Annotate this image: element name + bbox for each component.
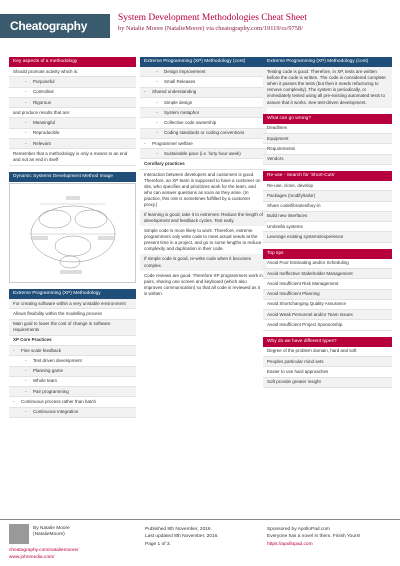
- wrong-heading: What can go wrong?: [263, 114, 392, 124]
- column-1: [9, 57, 136, 418]
- column-3: [263, 57, 392, 388]
- list-item: Avoid Insufficient Planning: [263, 290, 392, 300]
- dsdm-diagram: [9, 183, 136, 283]
- xp-core-item: - Test driven development: [9, 356, 136, 366]
- page-number: Page 1 of 3.: [145, 541, 171, 547]
- list-item: Build new interfaces: [263, 212, 392, 222]
- key-aspects-intro2: and produce results that are:: [9, 108, 136, 118]
- corollary-para: Code reviews are good. Therefore XP programmers work in pairs, sharing one screen and keyboard (which also improves communication) so that all code is reviewed as it is written.: [144, 272, 263, 296]
- list-item: Vendors: [263, 155, 392, 165]
- list-item: Peoples particular mind sets: [263, 357, 392, 367]
- updated-date: Last updated 8th November, 2016.: [145, 534, 219, 540]
- page-footer: [0, 519, 400, 566]
- list-item: Avoid Ineffective Stakeholder Management: [263, 269, 392, 279]
- list-item: - Relevant: [9, 139, 136, 149]
- xp-core-heading: XP Core Practices: [9, 336, 136, 346]
- list-item: Avoid Poor Estimating and/or Scheduling: [263, 259, 392, 269]
- xp-cont2-heading: Extreme Programming (XP) Methodology (cont): [263, 57, 392, 67]
- published-date: Published 8th November, 2016.: [145, 527, 212, 532]
- author-link[interactable]: cheatography.com/nataliemoore/: [9, 548, 79, 553]
- list-item: Leverage existing systems/experience: [263, 232, 392, 242]
- xp-cont2-text: Testing code is good. Therefore, in XP, tests are written before the code is written. The code is considered complete when it passes the tests (but then it needs refactoring to remove complexity). The system is periodically, or immediately tested using all pre-existing automated tests to assure that it works. See test-driven development.: [263, 67, 392, 107]
- xp-cont-item: - Simple design: [140, 98, 267, 108]
- list-item: Equipment: [263, 134, 392, 144]
- page-title: System Development Methodologies Cheat Sheet: [118, 13, 307, 23]
- xp-cont-item: - Design Improvement: [140, 67, 267, 77]
- xp-cont-item: - Programmer welfare: [140, 139, 267, 149]
- avatar: [9, 524, 29, 544]
- author-website-link[interactable]: www.johnmedia.com/: [9, 555, 55, 560]
- xp-cont-item: - Coding standards or coding conventions: [140, 129, 267, 139]
- column-2: [140, 57, 267, 299]
- xp-core-item: - Fine scale feedback: [9, 346, 136, 356]
- list-item: Avoid Shortchanging Quality Assurance: [263, 300, 392, 310]
- xp-core-item: - Continuous process rather than batch: [9, 397, 136, 407]
- xp-cont-item: - System metaphor: [140, 108, 267, 118]
- list-item: - Reproducible: [9, 129, 136, 139]
- xp-core-item: - Pair programming: [9, 387, 136, 397]
- xp-cont-heading: Extreme Programming (XP) Methodology (cont): [140, 57, 267, 67]
- sponsor-title: Sponsored by ApolloPad.com: [267, 527, 330, 532]
- list-item: Re-use, clone, develop: [263, 181, 392, 191]
- xp-core-item: - Planning game: [9, 367, 136, 377]
- corollary-para: Simple code is more likely to work. Therefore, extreme programmers only write code to meet actual needs at the present time in a project, and go to some lengths to reduce complexity and duplication in their code.: [144, 228, 262, 252]
- author-name: By Natalie Moore: [33, 526, 70, 531]
- list-item: Soft provide greater insight: [263, 378, 392, 388]
- page-header: [0, 0, 400, 50]
- xp-row: Main goal to lower the cost of change in software requirements: [9, 320, 136, 336]
- xp-cont-item: - Shared understanding: [140, 88, 267, 98]
- key-aspects-intro1: Should promote activity which is:: [9, 67, 136, 77]
- corollary-para: If learning is good, take it to extremes: Reduce the length of development and feedback cycles. Test early.: [140, 210, 267, 226]
- author-handle: (NatalieMoore): [33, 532, 65, 537]
- list-item: Avoid Insufficient Risk Management: [263, 279, 392, 289]
- key-aspects-outro: Remember that a methodology is only a means to an end and not an end in itself: [9, 149, 136, 165]
- xp-core-item: - Whole team: [9, 377, 136, 387]
- reuse-heading: Re-use - Search for 'Short-Cuts': [263, 171, 392, 181]
- dsdm-heading: Dynamic Systems Development Method Image: [9, 172, 136, 182]
- types-heading: Why do we have different types?: [263, 337, 392, 347]
- list-item: Avoid Insufficient Project Sponsorship: [263, 320, 392, 330]
- xp-cont-item: - Collective code ownership: [140, 118, 267, 128]
- list-item: Umbrella systems: [263, 222, 392, 232]
- footer-sponsor: [267, 526, 392, 548]
- corollary-para: Interaction between developers and customers is good. Therefore, an XP team is supposed to have a customer on site, who specifies and prioritizes work for the team, and who can answer questions as soon as they arise. (In practice, this role is sometimes fulfilled by a customer proxy.): [144, 171, 261, 208]
- cheatography-logo[interactable]: Cheatography: [0, 14, 110, 38]
- xp-cont-item: - Small Releases: [140, 77, 267, 87]
- corollary-heading: Corollary practices: [140, 159, 267, 169]
- list-item: Packages (modify/tailor): [263, 191, 392, 201]
- xp-row: For creating software within a very unstable environment: [9, 299, 136, 309]
- corollary-para: If simple code is good, re-write code when it becomes complex.: [140, 254, 267, 270]
- xp-cont-item: - Sustainable pace (i.e. forty hour week): [140, 149, 267, 159]
- page-subtitle: by Natalie Moore (NatalieMoore) via cheatography.com/19119/cs/9758/: [118, 25, 303, 32]
- tips-heading: Top tips: [263, 249, 392, 259]
- list-item: - Purposeful: [9, 77, 136, 87]
- dsdm-diagram-image: [10, 184, 136, 284]
- sponsor-tagline: Everyone has a novel in them. Finish Yours!: [267, 534, 361, 540]
- footer-publish-info: [145, 526, 219, 548]
- list-item: Deadlines: [263, 124, 392, 134]
- list-item: - Controlled: [9, 88, 136, 98]
- list-item: Avoid Weak Personnel and/or Team Issues: [263, 310, 392, 320]
- xp-core-item: - Continuous Integration: [9, 408, 136, 418]
- xp-row: Allows flexibility within the modelling process: [9, 309, 136, 319]
- list-item: - Rigorous: [9, 98, 136, 108]
- list-item: Easier to use hard approaches: [263, 367, 392, 377]
- xp-heading: Extreme Programming (XP) Methodology: [9, 289, 136, 299]
- list-item: Degree of the problem domain, hard and soft: [263, 347, 392, 357]
- sponsor-link[interactable]: https://apollopad.com: [267, 541, 313, 547]
- list-item: - Meaningful: [9, 118, 136, 128]
- key-aspects-heading: Key aspects of a methodology: [9, 57, 136, 67]
- list-item: Share code/libraries/buy-in: [263, 202, 392, 212]
- list-item: Requirements: [263, 144, 392, 154]
